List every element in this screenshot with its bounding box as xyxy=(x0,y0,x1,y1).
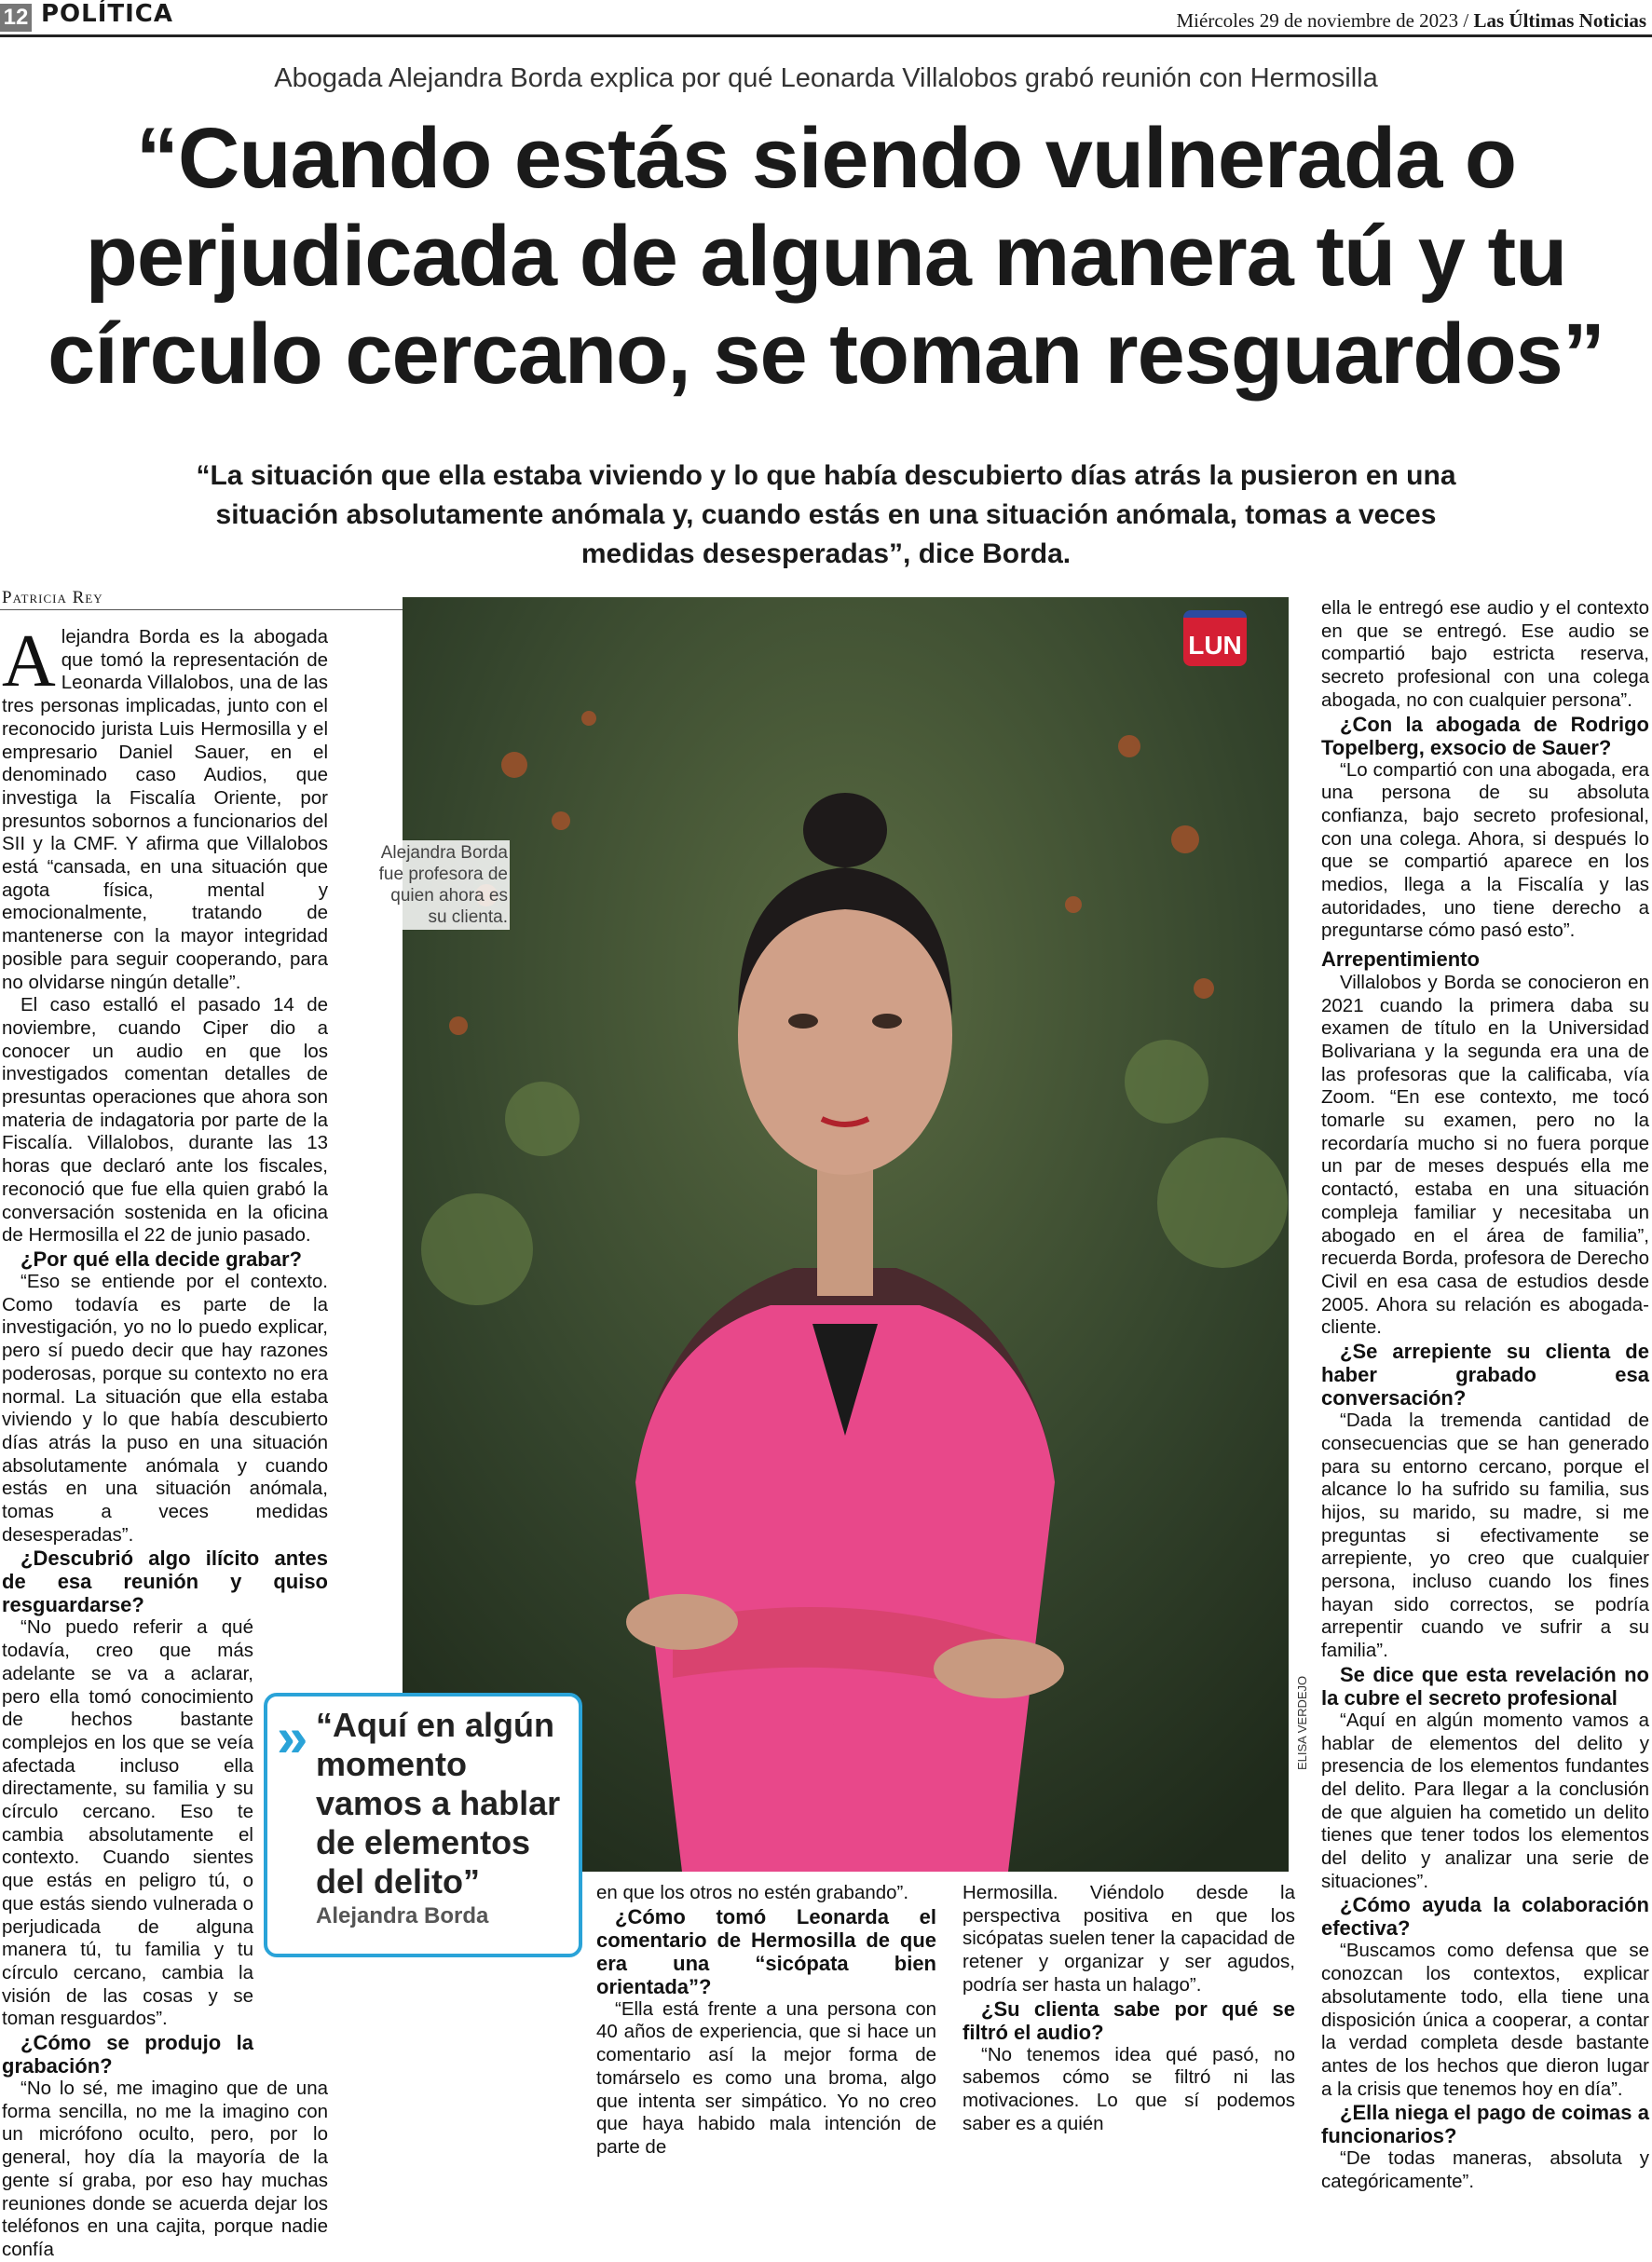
question: ¿Descubrió algo ilícito antes de esa reunión y quiso resguardarse? xyxy=(2,1547,328,1617)
paragraph: Villalobos y Borda se conocieron en 2021 cuando la primera daba su examen de título en la Universidad Bolivariana y la segunda era una de las profesoras que la calificaba, vía Zoom. “En ese contexto, me tocó tomarle su examen, pero no la recordaría mucho si no fuera porque un par de meses después ella me contactó, estaba en una situación compleja familiar y necesitaba un abogado en el área de familia”, recuerda Borda, profesora de Derecho Civil en esa casa de estudios desde 2005. Ahora su relación es abogada-cliente. xyxy=(1321,971,1649,1339)
paragraph: “Aquí en algún momento vamos a hablar de elementos del delito y presencia de los elementos fundantes del delito. Para llegar a la conclusión de que alguien ha cometido un delito tienes que tener todos los elementos del delito y analizar una serie de situaciones”. xyxy=(1321,1709,1649,1892)
question: ¿Ella niega el pago de coimas a funcionarios? xyxy=(1321,2101,1649,2148)
page-header xyxy=(0,0,1652,37)
question: ¿Por qué ella decide grabar? xyxy=(20,1247,302,1271)
paragraph: “Buscamos como defensa que se conozcan los contextos, explicar absolutamente todo, ella tiene una disposición única a cooperar, a contar la verdad completa desde bastante antes de los hechos que dieron lugar a la crisis que tenemos hoy en día”. xyxy=(1321,1940,1649,2100)
paragraph: El caso estalló el pasado 14 de noviembre, cuando Ciper dio a conocer un audio en que los investigados comentan detalles de presuntas operaciones que ahora son materia de indagatoria por parte de la Fiscalía. Villalobos, durante las 13 horas que declaró ante los fiscales, reconoció que fue ella quien grabó la conversación sostenida en la oficina de Hermosilla el 22 de junio pasado. xyxy=(2,994,328,1247)
section-name: POLÍTICA xyxy=(41,0,174,28)
lun-logo: LUN xyxy=(1183,610,1247,666)
paragraph: “Dada la tremenda cantidad de consecuencias que se han generado para su entorno cercano, porque el alcance lo ha sufrido su familia, sus hijos, su marido, su madre, si me preguntas si efectivamente se arrepiente, yo creo que cualquier persona, incluso cuando los fines hayan sido correctos, se podría arrepentir cuando ve sufrir a su familia”. xyxy=(1321,1410,1649,1662)
pull-quote-box xyxy=(264,1693,582,1957)
article-column-2 xyxy=(596,1882,936,2158)
paragraph: “No tenemos idea qué pasó, no sabemos cómo se filtró ni las motivaciones. Lo que sí podemos saber es a quién xyxy=(963,2043,1295,2134)
byline-rule xyxy=(0,609,403,610)
byline: Patricia Rey xyxy=(2,588,103,607)
paragraph: Hermosilla. Viéndolo desde la perspectiva positiva en que los sicópatas suelen tener la capacidad de retener y organizar y ser agudos, podría ser hasta un halago”. xyxy=(963,1882,1295,1996)
question: ¿Cómo se produjo la grabación? xyxy=(2,2031,253,2078)
dropcap: A xyxy=(2,620,56,702)
pull-quote-author: Alejandra Borda xyxy=(316,1903,489,1928)
subhead: “La situación que ella estaba viviendo y lo que había descubierto días atrás la pusieron en una situación absolutamente anómala y, cuando estás en una situación anómala, tomas a veces medidas desesperadas”, dice Borda. xyxy=(196,460,1456,569)
paragraph: “No lo sé, me imagino que de una forma sencilla, no me la imagino con un micrófono oculto, pero, por lo general, hoy día la mayoría de la gente sí graba, por eso hay muchas reuniones donde se acuerda dejar los teléfonos en una cajita, porque nadie confía xyxy=(2,2078,328,2260)
paragraph: ella le entregó ese audio y el contexto en que se entregó. Ese audio se compartió bajo estricta reserva, secreto profesional con una colega abogada, no con cualquier persona”. xyxy=(1321,597,1649,711)
paragraph: “Lo compartió con una abogada, era una persona de su absoluta confianza, bajo secreto profesional, con una colega. Ahora, si después lo que se compartió aparece en los medios, llega a la Fiscalía y las autoridades, uno tiene derecho a preguntarse cómo pasó esto”. xyxy=(1321,758,1649,942)
issue-date: Miércoles 29 de noviembre de 2023 / xyxy=(1176,9,1469,32)
paragraph: “Ella está frente a una persona con 40 años de experiencia, que si hace un comentario así la mejor forma de tomárselo es como una broma, algo que intenta ser simpático. Yo no creo que haya habido mala intención de parte de xyxy=(596,1997,936,2158)
question: ¿Cómo tomó Leonarda el comentario de Hermosilla de que era una “sicópata bien orientada”? xyxy=(596,1904,936,1998)
portrait-illustration xyxy=(403,597,1289,1872)
question: ¿Su clienta sabe por qué se filtró el audio? xyxy=(963,1996,1295,2044)
chevron-right-icon: » xyxy=(277,1706,308,1768)
question: ¿Con la abogada de Rodrigo Topelberg, exsocio de Sauer? xyxy=(1321,712,1649,759)
article-column-4 xyxy=(1321,597,1649,2193)
kicker: Abogada Alejandra Borda explica por qué Leonarda Villalobos grabó reunión con Hermosilla xyxy=(274,63,1378,93)
publication-name: Las Últimas Noticias xyxy=(1473,9,1646,32)
pull-quote-text: “Aquí en algún momento vamos a hablar de elementos del delito” xyxy=(316,1706,561,1901)
photo-credit: ELISA VERDEJO xyxy=(1295,1675,1309,1770)
headline: “Cuando estás siendo vulnerada o perjudicada de alguna manera tú y tu círculo cercano, se toman resguardos” xyxy=(48,111,1604,402)
question: Se dice que esta revelación no la cubre el secreto profesional xyxy=(1321,1662,1649,1710)
subheading: Arrepentimiento xyxy=(1321,947,1480,972)
paragraph: “Eso se entiende por el contexto. Como todavía es parte de la investigación, yo no lo puedo explicar, pero sí puedo decir que hay razones poderosas, porque su contexto no era normal. La situación que ella estaba viviendo y lo que había descubierto días atrás la puso en una situación absolutamente anómala y cuando estás en una situación anómala, tomas a veces medidas desesperadas”. xyxy=(2,1270,328,1546)
page-number: 12 xyxy=(0,4,32,32)
paragraph: en que los otros no estén grabando”. xyxy=(596,1882,909,1903)
portrait-photo xyxy=(403,597,1289,1872)
paragraph: “De todas maneras, absoluta y categóricamente”. xyxy=(1321,2147,1649,2193)
question: ¿Se arrepiente su clienta de haber grabado esa conversación? xyxy=(1321,1340,1649,1410)
paragraph: “No puedo referir a qué todavía, creo que más adelante se va a aclarar, pero ella tomó conocimiento de hechos bastante complejos en los que se veía afectada incluso ella directamente, su familia y su círculo cercano. Eso te cambia absolutamente el contexto. Cuando sientes que estás en peligro tú, o que estás siendo vulnerada o perjudicada de alguna manera tú, tu familia y tu círculo cercano, cambia la visión de las cosas y se toman resguardos”. xyxy=(2,1616,253,2030)
paragraph: lejandra Borda es la abogada que tomó la representación de Leonarda Villalobos, una de las tres personas implicadas, junto con el reconocido jurista Luis Hermosilla y el empresario Daniel Sauer, en el denominado caso Audios, que investiga la Fiscalía Oriente, por presuntos sobornos a funcionarios del SII y la CMF. Y afirma que Villalobos está “cansada, en una situación que agota física, mental y emocionalmente, tratando de mantenerse con la mayor integridad posible para seguir cooperando, para no olvidarse ningún detalle”. xyxy=(2,626,328,993)
article-column-3 xyxy=(963,1882,1295,2134)
photo-caption: Alejandra Borda fue profesora de quien ahora es su clienta. xyxy=(368,840,510,930)
issue-date-line xyxy=(1177,9,1647,33)
question: ¿Cómo ayuda la colaboración efectiva? xyxy=(1321,1893,1649,1941)
